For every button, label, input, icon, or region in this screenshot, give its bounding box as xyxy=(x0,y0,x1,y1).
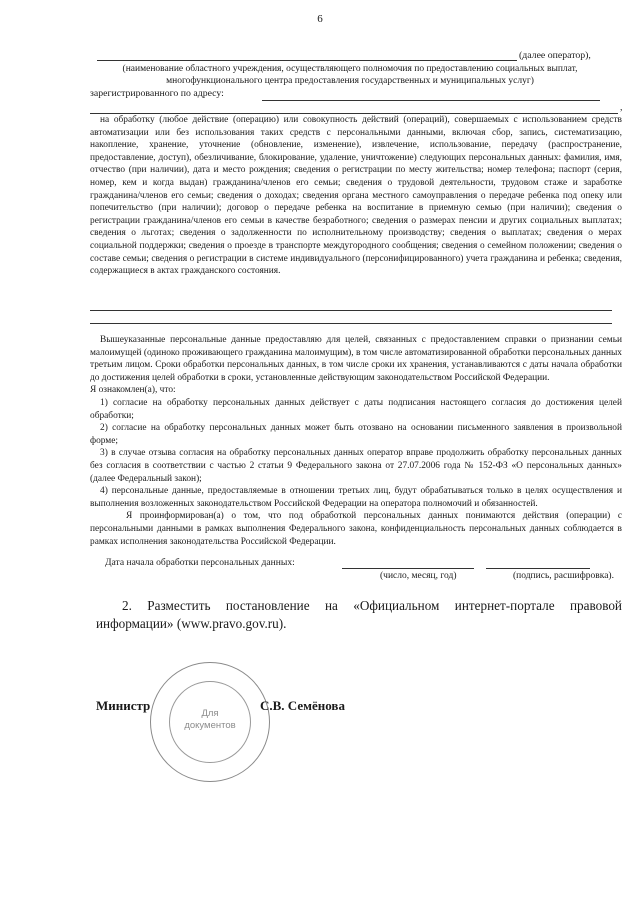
resolution-text: 2. Разместить постановление на «Официальном интернет-портале правовой информации» (www.pravo.gov.ru). xyxy=(96,598,622,631)
operator-name-line xyxy=(97,60,517,61)
consent-text: на обработку (любое действие (операцию) или совокупность действий (операций), совершаемых с использованием средств автоматизации или без использования таких средств с персональными данными, включая сбор, запись, систематизацию, накопление, хранение, уточнение (обновление, изменение), извлечение, использование, передачу (распространение, предоставление, доступ), обезличивание, блокирование, удаление, уничтожение) следующих персональных данных: фамилия, имя, отчество (при наличии), дата и место рождения; сведения о регистрации по месту жительства; номер телефона; паспорт (серия, номер, кем и когда выдан) гражданина/членов его семьи; сведения о трудовой деятельности, трудовом стаже и заработке гражданина/членов его семьи; сведения о доходах; сведения органа местного самоуправления о передаче ребенка под опеку или попечительство (при наличии); договор о передаче ребенка на воспитание в приемную семью (при наличии); сведения о регистрации гражданина/членов его семьи в качестве безработного; сведения о размерах пенсии и других социальных выплатах; сведения о льготах; сведения о задолженности по исполнительному производству; сведения о выплатах; сведения о мерах социальной поддержки; сведения о проезде в транспорте междугородного сообщения; сведения о семейном положении; сведения о составе семьи; сведения о регистрации в системе индивидуального (персонифицированного) учета гражданина и ребенка; сведения, содержащиеся в актах гражданского состояния. xyxy=(90,115,622,277)
registered-address-label: зарегистрированного по адресу: xyxy=(90,88,224,99)
personal-data-blank-line-2 xyxy=(90,323,612,324)
stamp-text-line-2: документов xyxy=(184,720,236,731)
operator-note-line-2: многофункционального центра предоставления государственных и муниципальных услуг) xyxy=(166,76,534,86)
page-number: 6 xyxy=(317,13,323,25)
purpose-paragraph: Вышеуказанные персональные данные предоставляю для целей, связанных с предоставлением справки о признании семьи малоимущей (одиноко проживающего гражданина малоимущим), в том числе автоматизированной обработки персональных данных третьим лицом. Сроки обработки персональных данных, в том числе сроки их хранения, устанавливаются с даты начала обработки до достижения целей обработки в сроки, установленные действующим законодательством Российской Федерации. xyxy=(90,335,622,383)
signature-caption: (подпись, расшифровка). xyxy=(513,571,614,581)
acknowledged-label: Я ознакомлен(а), что: xyxy=(90,385,176,396)
address-trailing-comma: , xyxy=(620,102,623,113)
acknowledgement-item-1: 1) согласие на обработку персональных данных действует с даты подписания настоящего согласия до достижения целей обработки; xyxy=(90,397,622,421)
operator-note-line-1: (наименование областного учреждения, осуществляющего полномочия по предоставлению социальных выплат, xyxy=(122,64,578,74)
acknowledgement-item-3: 3) в случае отзыва согласия на обработку персональных данных оператор вправе продолжить обработку персональных данных без согласия в соответствии с частью 2 статьи 9 Федерального закона от 27.07.2006 года № 152-ФЗ «О персональных данных» (далее Федеральный закон); xyxy=(90,448,622,484)
purpose-section xyxy=(90,334,622,548)
address-line-1 xyxy=(262,100,600,101)
operator-suffix: (далее оператор), xyxy=(519,50,591,61)
stamp-text-line-1: Для xyxy=(201,708,219,719)
minister-name: С.В. Семёнова xyxy=(260,698,345,713)
personal-data-blank-line-1 xyxy=(90,310,612,311)
stamp-seal xyxy=(150,662,270,782)
acknowledgement-item-4: 4) персональные данные, предоставляемые в отношении третьих лиц, будут обрабатываться только в целях осуществления и выполнения возложенных законодательством Российской Федерации на оператора полномочий и обязанностей. xyxy=(90,486,622,509)
resolution-item-2 xyxy=(96,597,622,633)
signature-field-line xyxy=(486,568,590,569)
acknowledgement-item-2: 2) согласие на обработку персональных данных может быть отозвано на основании письменного заявления в произвольной форме; xyxy=(90,423,622,446)
date-caption: (число, месяц, год) xyxy=(380,571,457,581)
date-field-line xyxy=(342,568,474,569)
minister-label: Министр xyxy=(96,698,151,713)
start-date-label: Дата начала обработки персональных данных: xyxy=(105,557,295,568)
consent-paragraph xyxy=(90,114,622,278)
informed-paragraph: Я проинформирован(а) о том, что под обработкой персональных данных понимаются действия (операции) с персональными данными в рамках выполнения Федерального закона, конфиденциальность персональных данных соблюдается в рамках исполнения законодательства Российской Федерации. xyxy=(90,511,622,547)
